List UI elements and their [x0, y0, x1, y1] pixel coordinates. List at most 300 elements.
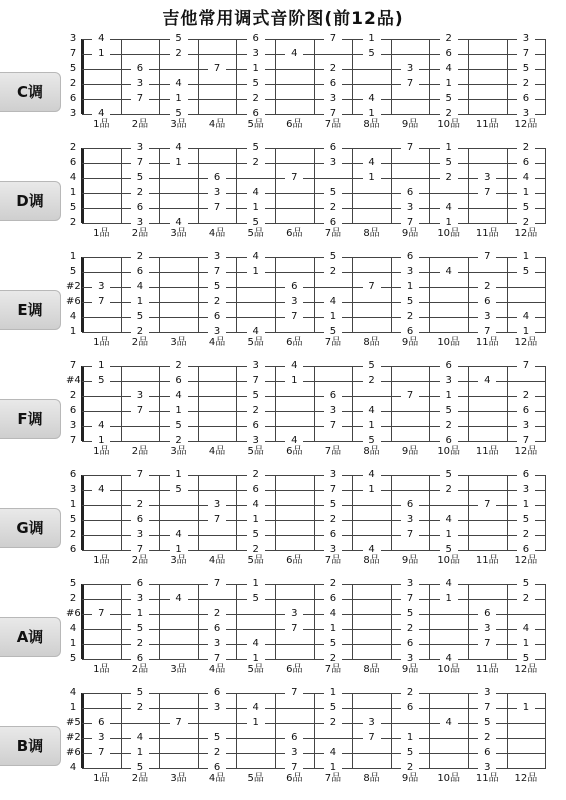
- string-line: [82, 475, 546, 476]
- fret-line: [236, 584, 237, 659]
- scale-note: 5: [478, 717, 496, 729]
- fret-line: [236, 366, 237, 441]
- scale-note: 2: [131, 251, 149, 263]
- scale-note: 5: [131, 687, 149, 699]
- fret-number-label: 4品: [208, 337, 226, 348]
- fret-line: [391, 39, 392, 114]
- scale-note: 7: [285, 172, 303, 184]
- scale-note: 2: [131, 326, 149, 338]
- scale-note: 4: [440, 578, 458, 590]
- scale-note: 4: [92, 420, 110, 432]
- scale-note: 3: [92, 732, 110, 744]
- scale-note: 4: [247, 251, 265, 263]
- open-string-note: 1: [66, 251, 80, 263]
- fret-number-label: 6品: [286, 773, 303, 784]
- fret-number-label: 10品: [437, 773, 461, 784]
- scale-note: 3: [478, 762, 496, 774]
- fret-line: [352, 39, 353, 114]
- open-string-note: 4: [66, 623, 80, 635]
- scale-note: 7: [131, 544, 149, 556]
- fret-number-label: 11品: [475, 119, 499, 130]
- fret-number-label: 12品: [514, 337, 538, 348]
- open-string-note: 7: [66, 435, 80, 447]
- scale-note: 6: [478, 608, 496, 620]
- key-label: C调: [0, 72, 61, 112]
- scale-note: 2: [363, 375, 381, 387]
- string-line: [82, 411, 546, 412]
- nut-line: [81, 475, 84, 550]
- scale-note: 3: [208, 638, 226, 650]
- scale-note: 6: [208, 623, 226, 635]
- fret-line: [159, 693, 160, 768]
- scale-note: 4: [324, 608, 342, 620]
- scale-note: 4: [517, 623, 535, 635]
- string-line: [82, 163, 546, 164]
- fret-line: [198, 475, 199, 550]
- fret-number-label: 1品: [93, 773, 110, 784]
- fret-line: [468, 475, 469, 550]
- key-label: A调: [0, 617, 61, 657]
- scale-note: 2: [247, 405, 265, 417]
- scale-note: 5: [401, 608, 419, 620]
- scale-note: 1: [440, 142, 458, 154]
- scale-note: 4: [285, 435, 303, 447]
- fret-line: [159, 148, 160, 223]
- string-line: [82, 584, 546, 585]
- fret-number-label: 9品: [401, 337, 419, 348]
- scale-note: 1: [170, 157, 188, 169]
- fret-number-label: 4品: [208, 664, 226, 675]
- fret-line: [429, 584, 430, 659]
- scale-note: 1: [517, 326, 535, 338]
- string-line: [82, 208, 546, 209]
- scale-note: 7: [324, 420, 342, 432]
- scale-note: 6: [401, 702, 419, 714]
- fret-number-label: 11品: [475, 337, 499, 348]
- fret-number-label: 4品: [208, 446, 226, 457]
- scale-note: 3: [324, 93, 342, 105]
- scale-note: 3: [363, 717, 381, 729]
- open-string-note: 3: [66, 33, 80, 45]
- fret-number-label: 12品: [514, 555, 538, 566]
- scale-note: 6: [247, 484, 265, 496]
- open-string-note: 5: [66, 514, 80, 526]
- string-line: [82, 54, 546, 55]
- fret-number-label: 10品: [437, 664, 461, 675]
- scale-note: 5: [208, 732, 226, 744]
- scale-note: 4: [247, 187, 265, 199]
- string-line: [82, 738, 546, 739]
- fret-number-label: 7品: [324, 228, 342, 239]
- scale-note: 1: [440, 217, 458, 229]
- scale-note: 5: [440, 405, 458, 417]
- open-string-note: 6: [66, 544, 80, 556]
- fret-number-label: 10品: [437, 555, 461, 566]
- fret-line: [121, 257, 122, 332]
- scale-note: 2: [324, 63, 342, 75]
- fret-line: [429, 148, 430, 223]
- scale-note: 5: [208, 281, 226, 293]
- fret-line: [468, 257, 469, 332]
- fret-line: [236, 257, 237, 332]
- scale-note: 7: [324, 108, 342, 120]
- fret-line: [275, 693, 276, 768]
- string-line: [82, 644, 546, 645]
- scale-note: 6: [324, 217, 342, 229]
- scale-note: 6: [131, 266, 149, 278]
- open-string-note: 3: [66, 484, 80, 496]
- scale-note: 4: [440, 63, 458, 75]
- scale-note: 7: [401, 390, 419, 402]
- string-line: [82, 396, 546, 397]
- scale-note: 7: [92, 747, 110, 759]
- fret-number-label: 9品: [401, 773, 419, 784]
- scale-note: 2: [478, 732, 496, 744]
- string-line: [82, 629, 546, 630]
- fret-line: [352, 475, 353, 550]
- scale-note: 5: [170, 33, 188, 45]
- fret-number-label: 11品: [475, 446, 499, 457]
- fret-number-label: 2品: [131, 446, 149, 457]
- scale-note: 1: [363, 484, 381, 496]
- fret-number-label: 6品: [286, 446, 303, 457]
- scale-note: 2: [131, 638, 149, 650]
- scale-note: 2: [208, 296, 226, 308]
- open-string-note: 2: [66, 78, 80, 90]
- scale-note: 1: [363, 33, 381, 45]
- string-line: [82, 287, 546, 288]
- fret-number-label: 9品: [401, 664, 419, 675]
- fret-number-label: 3品: [170, 337, 187, 348]
- key-label: G调: [0, 508, 61, 548]
- scale-note: 6: [131, 653, 149, 665]
- fret-number-label: 6品: [286, 337, 303, 348]
- open-string-note: 5: [66, 266, 80, 278]
- open-string-note: 2: [66, 217, 80, 229]
- fret-number-label: 7品: [324, 664, 342, 675]
- scale-note: 6: [401, 251, 419, 263]
- fret-number-label: 10品: [437, 228, 461, 239]
- scale-note: 1: [92, 48, 110, 60]
- scale-note: 5: [131, 762, 149, 774]
- scale-note: 4: [517, 172, 535, 184]
- scale-note: 2: [440, 33, 458, 45]
- scale-note: 5: [363, 48, 381, 60]
- scale-note: 5: [131, 311, 149, 323]
- scale-note: 1: [170, 544, 188, 556]
- string-line: [82, 535, 546, 536]
- scale-note: 5: [247, 529, 265, 541]
- fret-number-label: 11品: [475, 228, 499, 239]
- scale-note: 6: [401, 187, 419, 199]
- open-string-note: 6: [66, 93, 80, 105]
- fret-line: [507, 366, 508, 441]
- fret-line: [236, 475, 237, 550]
- scale-note: 3: [401, 578, 419, 590]
- fret-line: [391, 475, 392, 550]
- scale-note: 1: [517, 251, 535, 263]
- scale-note: 6: [208, 172, 226, 184]
- string-line: [82, 302, 546, 303]
- open-string-note: 2: [66, 142, 80, 154]
- scale-note: 4: [131, 281, 149, 293]
- scale-note: 2: [517, 142, 535, 154]
- open-string-note: 4: [66, 311, 80, 323]
- scale-note: 6: [517, 93, 535, 105]
- fret-number-label: 7品: [324, 555, 342, 566]
- scale-note: 1: [247, 202, 265, 214]
- scale-note: 6: [92, 717, 110, 729]
- scale-note: 1: [363, 172, 381, 184]
- fret-line: [468, 148, 469, 223]
- scale-note: 7: [208, 653, 226, 665]
- fret-number-label: 10品: [437, 119, 461, 130]
- fret-line: [314, 148, 315, 223]
- scale-note: 7: [285, 687, 303, 699]
- fret-number-label: 2品: [131, 773, 149, 784]
- fret-number-label: 4品: [208, 773, 226, 784]
- scale-note: 1: [363, 108, 381, 120]
- scale-note: 7: [247, 375, 265, 387]
- scale-note: 6: [285, 281, 303, 293]
- fret-number-label: 8品: [363, 773, 380, 784]
- fret-line: [121, 693, 122, 768]
- scale-note: 4: [285, 48, 303, 60]
- scale-note: 2: [324, 653, 342, 665]
- fret-line: [236, 693, 237, 768]
- scale-note: 2: [440, 108, 458, 120]
- scale-note: 5: [324, 702, 342, 714]
- fret-line: [198, 584, 199, 659]
- open-string-note: 1: [66, 499, 80, 511]
- scale-note: 6: [247, 108, 265, 120]
- scale-note: 2: [478, 281, 496, 293]
- scale-note: 5: [324, 499, 342, 511]
- scale-note: 3: [517, 33, 535, 45]
- scale-note: 6: [478, 296, 496, 308]
- scale-note: 6: [440, 435, 458, 447]
- fret-number-label: 2品: [131, 664, 149, 675]
- scale-note: 4: [92, 484, 110, 496]
- string-line: [82, 366, 546, 367]
- scale-note: 2: [517, 78, 535, 90]
- scale-note: 1: [170, 405, 188, 417]
- string-line: [82, 723, 546, 724]
- scale-note: 2: [208, 747, 226, 759]
- fret-number-label: 12品: [514, 228, 538, 239]
- fret-number-label: 3品: [170, 228, 187, 239]
- scale-note: 5: [247, 142, 265, 154]
- scale-note: 6: [131, 514, 149, 526]
- scale-note: 2: [517, 390, 535, 402]
- open-string-note: 7: [66, 360, 80, 372]
- scale-note: 7: [517, 435, 535, 447]
- fret-line: [121, 366, 122, 441]
- fret-number-label: 5品: [247, 446, 264, 457]
- scale-note: 3: [285, 608, 303, 620]
- scale-note: 2: [131, 702, 149, 714]
- scale-note: 7: [478, 499, 496, 511]
- fret-number-label: 9品: [401, 119, 419, 130]
- scale-note: 2: [131, 187, 149, 199]
- string-line: [82, 753, 546, 754]
- fret-line: [275, 584, 276, 659]
- scale-note: 1: [440, 78, 458, 90]
- fret-number-label: 1品: [93, 119, 110, 130]
- fret-line: [198, 366, 199, 441]
- fret-number-label: 12品: [514, 664, 538, 675]
- fret-number-label: 8品: [363, 555, 380, 566]
- scale-note: 6: [478, 747, 496, 759]
- fret-line: [121, 148, 122, 223]
- scale-note: 5: [401, 747, 419, 759]
- scale-note: 5: [170, 108, 188, 120]
- fret-line: [275, 39, 276, 114]
- scale-note: 1: [247, 266, 265, 278]
- scale-note: 3: [131, 593, 149, 605]
- open-string-note: 1: [66, 326, 80, 338]
- scale-note: 1: [440, 390, 458, 402]
- fret-number-label: 7品: [324, 337, 342, 348]
- fret-line: [545, 584, 546, 659]
- string-line: [82, 693, 546, 694]
- scale-note: 1: [285, 375, 303, 387]
- scale-note: 6: [401, 638, 419, 650]
- fret-number-label: 6品: [286, 119, 303, 130]
- scale-note: 2: [517, 529, 535, 541]
- fret-number-label: 5品: [247, 664, 264, 675]
- scale-note: 5: [440, 93, 458, 105]
- fret-line: [159, 475, 160, 550]
- open-string-note: 5: [66, 202, 80, 214]
- open-string-note: #2: [66, 732, 81, 743]
- scale-note: 4: [363, 405, 381, 417]
- fret-line: [198, 693, 199, 768]
- scale-note: 4: [170, 529, 188, 541]
- fret-number-label: 1品: [93, 228, 110, 239]
- fret-line: [236, 148, 237, 223]
- scale-note: 5: [517, 202, 535, 214]
- open-string-note: 1: [66, 638, 80, 650]
- fret-line: [391, 693, 392, 768]
- scale-note: 5: [324, 251, 342, 263]
- scale-note: 2: [324, 266, 342, 278]
- scale-note: 1: [324, 762, 342, 774]
- scale-note: 5: [440, 544, 458, 556]
- open-string-note: 6: [66, 157, 80, 169]
- scale-note: 2: [247, 469, 265, 481]
- scale-note: 7: [401, 217, 419, 229]
- scale-note: 7: [131, 93, 149, 105]
- fret-line: [507, 584, 508, 659]
- scale-note: 2: [440, 484, 458, 496]
- fret-line: [121, 584, 122, 659]
- fret-line: [545, 148, 546, 223]
- fret-number-label: 2品: [131, 555, 149, 566]
- fret-number-label: 10品: [437, 446, 461, 457]
- fret-line: [159, 366, 160, 441]
- open-string-note: 4: [66, 762, 80, 774]
- scale-note: 3: [440, 375, 458, 387]
- scale-note: 1: [324, 311, 342, 323]
- fret-number-label: 6品: [286, 555, 303, 566]
- open-string-note: 4: [66, 172, 80, 184]
- scale-note: 7: [92, 296, 110, 308]
- scale-note: 1: [440, 593, 458, 605]
- scale-note: 1: [247, 717, 265, 729]
- scale-note: 5: [363, 360, 381, 372]
- scale-note: 5: [131, 623, 149, 635]
- fret-line: [198, 148, 199, 223]
- fret-line: [275, 148, 276, 223]
- scale-note: 5: [401, 296, 419, 308]
- scale-note: 6: [170, 375, 188, 387]
- fret-line: [429, 257, 430, 332]
- fret-number-label: 1品: [93, 664, 110, 675]
- scale-note: 5: [517, 653, 535, 665]
- scale-note: 5: [324, 326, 342, 338]
- string-line: [82, 614, 546, 615]
- scale-note: 5: [517, 266, 535, 278]
- scale-note: 1: [131, 608, 149, 620]
- key-label: E调: [0, 290, 61, 330]
- scale-note: 4: [324, 747, 342, 759]
- scale-note: 2: [170, 48, 188, 60]
- string-line: [82, 178, 546, 179]
- scale-note: 4: [170, 390, 188, 402]
- open-string-note: 5: [66, 578, 80, 590]
- nut-line: [81, 148, 84, 223]
- scale-note: 7: [478, 251, 496, 263]
- scale-note: 5: [247, 593, 265, 605]
- scale-note: 4: [247, 638, 265, 650]
- scale-note: 5: [363, 435, 381, 447]
- fret-number-label: 7品: [324, 119, 342, 130]
- scale-note: 3: [478, 311, 496, 323]
- scale-note: 3: [401, 653, 419, 665]
- scale-note: 7: [131, 157, 149, 169]
- scale-note: 3: [208, 499, 226, 511]
- scale-note: 4: [285, 360, 303, 372]
- scale-note: 4: [363, 469, 381, 481]
- string-line: [82, 257, 546, 258]
- scale-note: 4: [247, 499, 265, 511]
- string-line: [82, 332, 546, 333]
- scale-note: 3: [324, 544, 342, 556]
- scale-note: 7: [517, 48, 535, 60]
- fret-number-label: 1品: [93, 555, 110, 566]
- scale-note: 2: [517, 593, 535, 605]
- scale-note: 7: [478, 702, 496, 714]
- open-string-note: 5: [66, 63, 80, 75]
- fret-line: [507, 39, 508, 114]
- scale-note: 7: [208, 514, 226, 526]
- scale-note: 7: [401, 593, 419, 605]
- scale-note: 2: [401, 687, 419, 699]
- string-line: [82, 317, 546, 318]
- fret-line: [275, 475, 276, 550]
- fret-number-label: 12品: [514, 119, 538, 130]
- scale-note: 6: [247, 420, 265, 432]
- scale-note: 1: [92, 435, 110, 447]
- scale-note: 6: [401, 326, 419, 338]
- string-line: [82, 39, 546, 40]
- scale-note: 2: [401, 623, 419, 635]
- fret-line: [159, 584, 160, 659]
- fret-line: [507, 475, 508, 550]
- scale-note: 7: [478, 326, 496, 338]
- scale-note: 1: [247, 514, 265, 526]
